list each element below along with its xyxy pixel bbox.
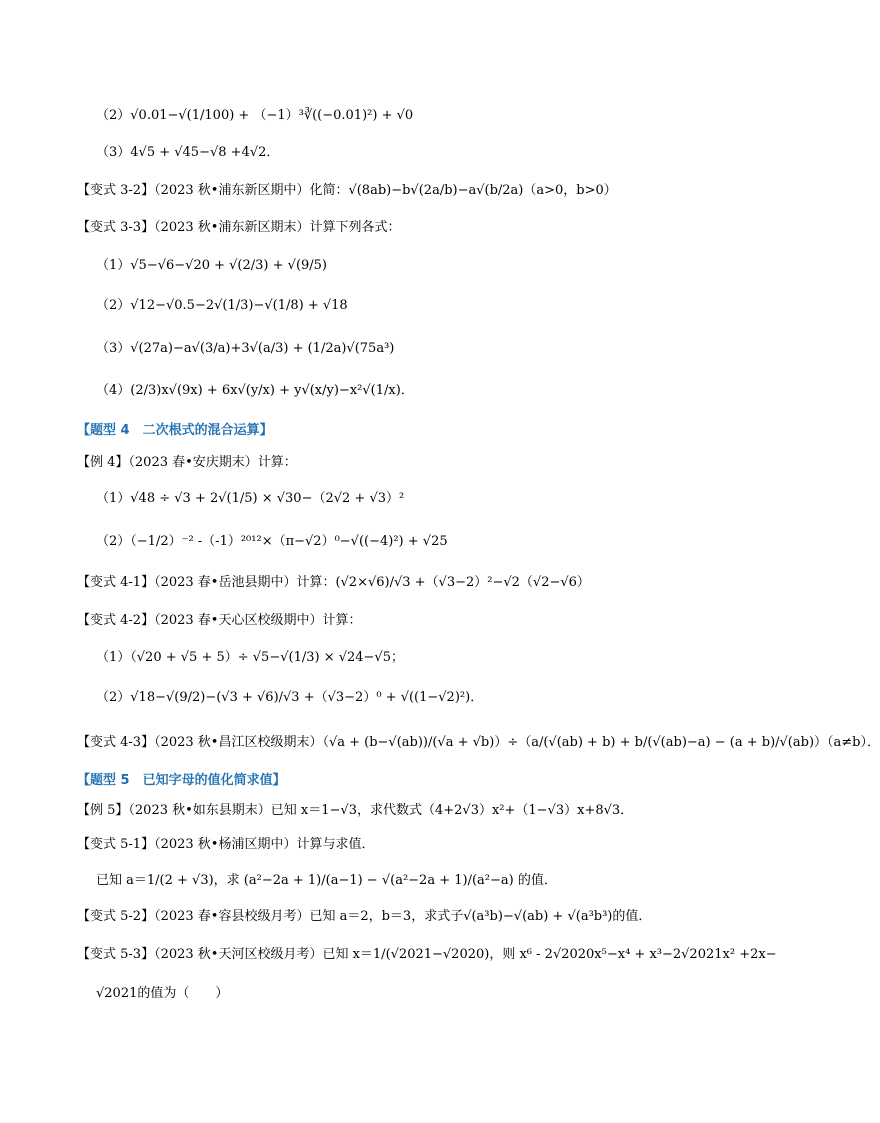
variant-4-1: 【变式 4-1】（2023 春•岳池县期中）计算：(√2×√6)/√3 +（√3−2）²−√2（√2−√6） <box>77 575 590 590</box>
problem-3-2-part-3: （3）4√5 + √45−√8 +4√2． <box>96 145 280 160</box>
variant-3-3-part-2: （2）√12−√0.5−2√(1/3)−√(1/8) + √18 <box>96 298 348 313</box>
variant-3-2: 【变式 3-2】（2023 秋•浦东新区期中）化简：√(8ab)−b√(2a/b)−a√(b/2a)（a>0，b>0） <box>77 183 617 198</box>
problem-3-2-part-2: （2）√0.01−√(1/100) + （−1）³∛((−0.01)²) + √0 <box>96 108 414 123</box>
section-heading-5: 【题型 5 已知字母的值化简求值】 <box>77 773 286 788</box>
variant-3-3: 【变式 3-3】（2023 秋•浦东新区期末）计算下列各式： <box>77 220 401 235</box>
variant-5-2: 【变式 5-2】（2023 春•容县校级月考）已知 a＝2，b＝3，求式子√(a³b)−√(ab) + √(a³b³)的值． <box>77 909 652 924</box>
variant-4-3: 【变式 4-3】（2023 秋•昌江区校级期末）（√a + (b−√(ab))/(√a + √b)）÷（a/(√(ab) + b) + b/(√(ab)−a) − (a + b)/√(ab)）（a≠b）． <box>77 735 880 750</box>
variant-5-1: 【变式 5-1】（2023 秋•杨浦区期中）计算与求值． <box>77 837 375 852</box>
example-5: 【例 5】（2023 秋•如东县期末）已知 x＝1−√3，求代数式（4+2√3）x²+（1−√3）x+8√3． <box>77 803 634 818</box>
variant-3-3-part-4: （4）(2/3)x√(9x) + 6x√(y/x) + y√(x/y)−x²√(1/x)． <box>96 383 414 398</box>
variant-4-2-part-1: （1）（√20 + √5 + 5）÷ √5−√(1/3) × √24−√5； <box>96 650 404 665</box>
variant-3-3-part-1: （1）√5−√6−√20 + √(2/3) + √(9/5) <box>96 258 328 273</box>
variant-4-2: 【变式 4-2】（2023 春•天心区校级期中）计算： <box>77 613 362 628</box>
variant-5-3: 【变式 5-3】（2023 秋•天河区校级月考）已知 x＝1/(√2021−√2020)，则 x⁶ - 2√2020x⁵−x⁴ + x³−2√2021x² +2x− <box>77 947 777 962</box>
example-4: 【例 4】（2023 春•安庆期末）计算： <box>77 455 297 470</box>
example-4-part-2: （2）（−1/2）⁻² -（-1）²⁰¹²×（π−√2）⁰−√((−4)²) + √25 <box>96 534 448 549</box>
example-4-part-1: （1）√48 ÷ √3 + 2√(1/5) × √30−（2√2 + √3）² <box>96 491 405 506</box>
variant-5-1-given: 已知 a＝1/(2 + √3)，求 (a²−2a + 1)/(a−1) − √(a²−2a + 1)/(a²−a) 的值． <box>96 873 557 888</box>
section-heading-4: 【题型 4 二次根式的混合运算】 <box>77 423 273 438</box>
variant-5-3-continued: √2021的值为（ ） <box>96 986 229 1001</box>
variant-3-3-part-3: （3）√(27a)−a√(3/a)+3√(a/3) + (1/2a)√(75a³) <box>96 341 395 356</box>
variant-4-2-part-2: （2）√18−√(9/2)−(√3 + √6)/√3 +（√3−2）⁰ + √((1−√2)²)． <box>96 690 484 705</box>
